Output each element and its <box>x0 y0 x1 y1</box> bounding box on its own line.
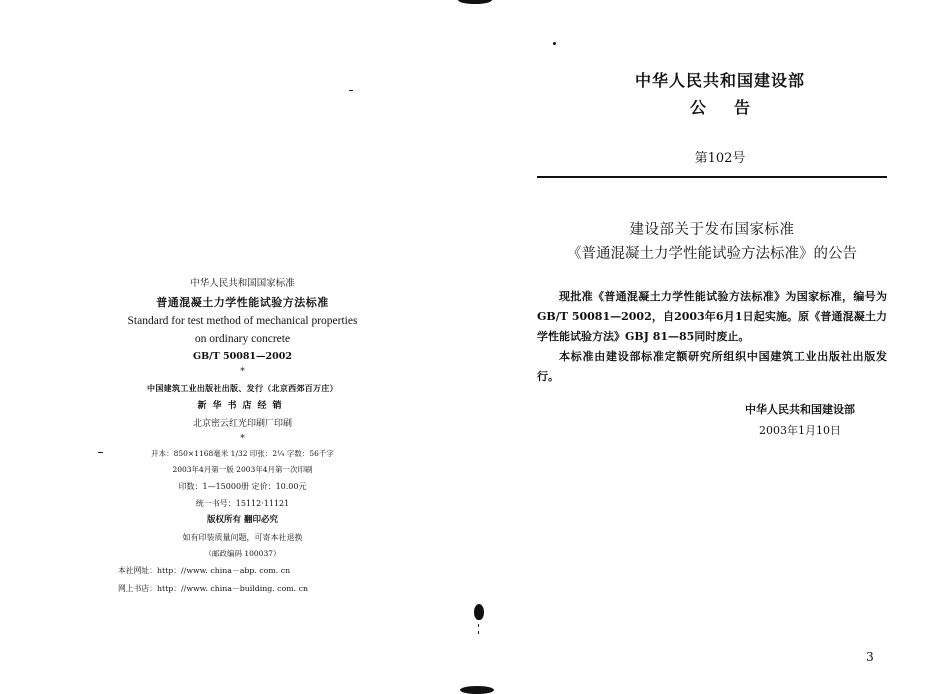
header-rule <box>537 176 887 178</box>
copyright-block <box>110 275 375 598</box>
separator-star-2: * <box>240 434 245 444</box>
notice-label: 公告 <box>689 98 778 117</box>
standard-title-en-line2: on ordinary concrete <box>194 333 291 345</box>
page-number: 3 <box>866 650 874 664</box>
announcement-headline-line1: 建设部关于发布国家标准 <box>629 222 795 238</box>
standard-title-zh: 普通混凝土力学性能试验方法标准 <box>156 296 329 309</box>
return-notice: 如有印装质量问题，可寄本社退换 <box>182 533 303 542</box>
left-page <box>0 0 475 690</box>
announcement-body <box>537 287 887 387</box>
series-name: 中华人民共和国国家标准 <box>190 278 295 289</box>
right-page <box>475 0 950 690</box>
printer-line: 北京密云红光印刷厂印刷 <box>192 419 292 429</box>
signature-date: 2003年1月10日 <box>759 424 841 437</box>
edition-info: 2003年4月第一版 2003年4月第一次印刷 <box>172 465 313 474</box>
separator-star: * <box>240 367 245 377</box>
announcement-headline-line2: 《普通混凝土力学性能试验方法标准》的公告 <box>567 246 857 262</box>
standard-title-en-line1: Standard for test method of mechanical properties <box>127 315 358 327</box>
issuer-heading: 中华人民共和国建设部 <box>634 71 805 90</box>
print-run-price: 印数：1—15000册 定价：10.00元 <box>178 482 307 491</box>
body-paragraph-2: 本标准由建设部标准定额研究所组织中国建筑工业出版社出版发行。 <box>537 350 887 383</box>
body-paragraph-1: 现批准《普通混凝土力学性能试验方法标准》为国家标准，编号为GB/T 50081—2002，自2003年6月1日起实施。原《普通混凝土力学性能试验方法》GBJ 81—85同时废止。 <box>537 290 887 343</box>
postal-code: （邮政编码 100037） <box>204 549 281 558</box>
signature-org: 中华人民共和国建设部 <box>745 403 855 416</box>
copyright-notice: 版权所有 翻印必究 <box>207 515 278 525</box>
publisher-website: 本社网址：http：//www. china－abp. com. cn <box>118 566 291 575</box>
publisher-line: 中国建筑工业出版社出版、发行（北京西郊百万庄） <box>147 383 338 393</box>
unified-book-number: 统一书号：15112·11121 <box>195 499 290 508</box>
online-store: 网上书店：http：//www. china－building. com. cn <box>118 584 308 593</box>
standard-code: GB/T 50081—2002 <box>193 351 292 362</box>
book-specs: 开本：850×1168毫米 1/32 印张：2¼ 字数：56千字 <box>151 449 334 458</box>
distributor-line: 新华书店经销 <box>197 401 288 411</box>
notice-number: 第102号 <box>694 151 746 166</box>
